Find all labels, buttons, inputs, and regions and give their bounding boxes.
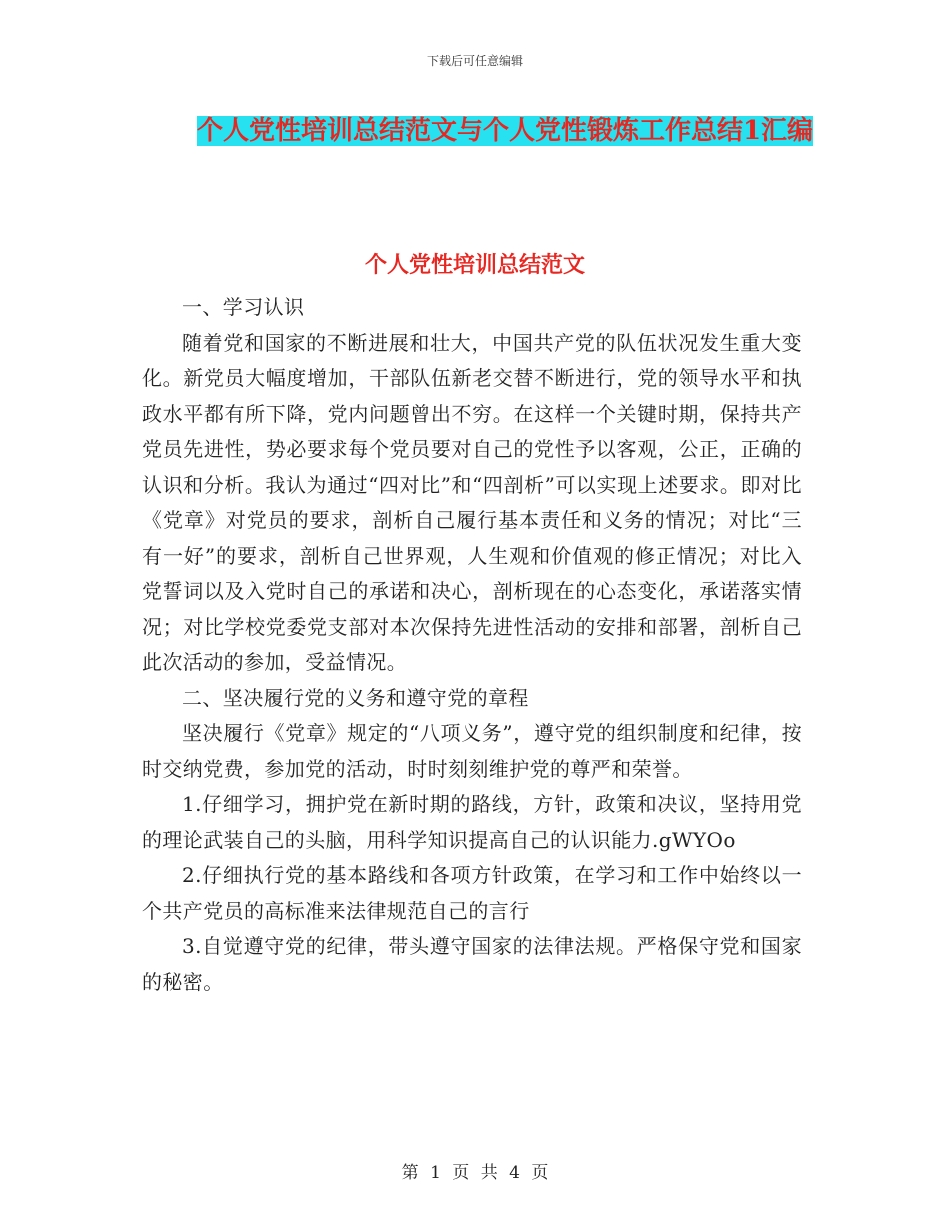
page-footer: 第 1 页 共 4 页 [401,1163,549,1183]
paragraph: 坚决履行《党章》规定的“八项义务”，遵守党的组织制度和纪律，按时交纳党费，参加党的活动，时时刻刻维护党的尊严和荣誉。 [142,721,802,781]
header-note: 下载后可任意编辑 [426,54,523,68]
document-body [142,290,802,1000]
paragraph-item-3: 3.自觉遵守党的纪律，带头遵守国家的法律法规。严格保守党和国家的秘密。 [142,934,802,994]
paragraph-item-1: 1.仔细学习，拥护党在新时期的路线，方针，政策和决议，坚持用党的理论武装自己的头脑，用科学知识提高自己的认识能力.gWYOo [142,792,802,852]
paragraph-heading-1: 一、学习认识 [182,295,305,319]
paragraph: 随着党和国家的不断进展和壮大，中国共产党的队伍状况发生重大变化。新党员大幅度增加，干部队伍新老交替不断进行，党的领导水平和执政水平都有所下降，党内问题曾出不穷。在这样一个关键时期，保持共产党员先进性，势必要求每个党员要对自己的党性予以客观，公正，正确的认识和分析。我认为通过“四对比”和“四剖析”可以实现上述要求。即对比《党章》对党员的要求，剖析自己履行基本责任和义务的情况；对比“三有一好”的要求，剖析自己世界观，人生观和价值观的修正情况；对比入党誓词以及入党时自己的承诺和决心，剖析现在的心态变化，承诺落实情况；对比学校党委党支部对本次保持先进性活动的安排和部署，剖析自己此次活动的参加，受益情况。 [142,330,802,674]
document-title-text: 个人党性培训总结范文与个人党性锻炼工作总结1汇编 [196,116,814,146]
section-title: 个人党性培训总结范文 [364,252,585,278]
paragraph-heading-2: 二、坚决履行党的义务和遵守党的章程 [182,685,529,710]
document-title [195,108,815,154]
paragraph-item-2: 2.仔细执行党的基本路线和各项方针政策，在学习和工作中始终以一个共产党员的高标准来法律规范自己的言行 [142,863,802,923]
